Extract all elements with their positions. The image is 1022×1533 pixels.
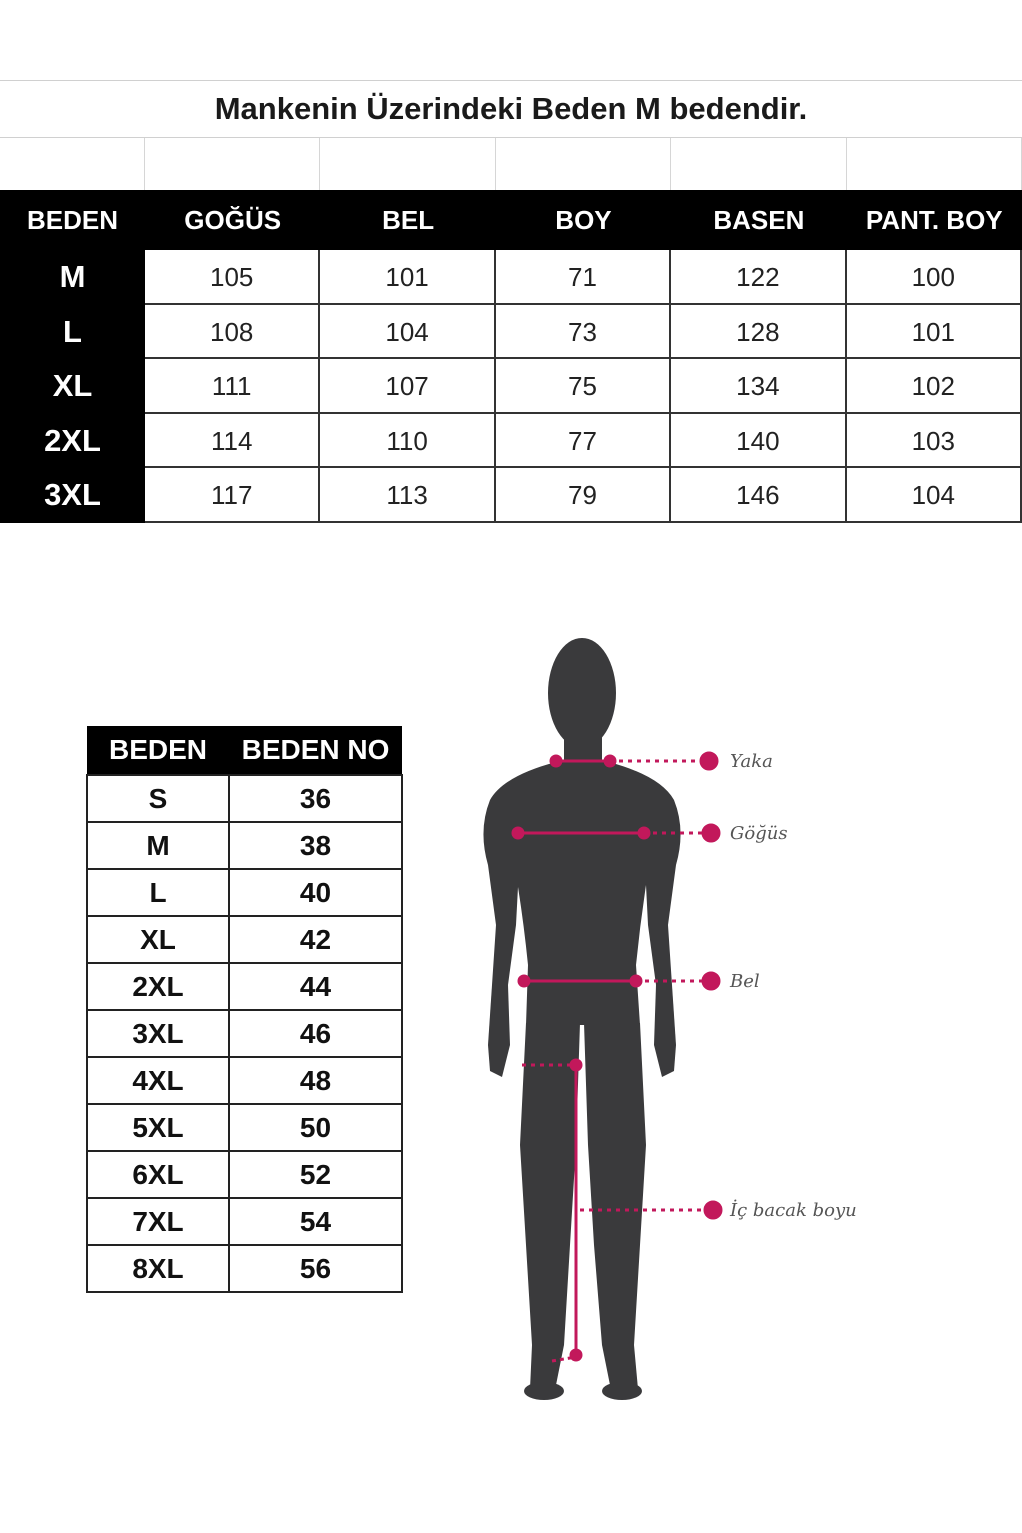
table-cell: 108 [145, 305, 320, 360]
spacer-row [0, 138, 1022, 190]
size-number: 40 [229, 869, 402, 916]
table-cell: 102 [847, 359, 1022, 414]
header-beden-no: BEDEN NO [229, 726, 402, 775]
label-yaka: Yaka [730, 751, 773, 772]
table-cell: 146 [671, 468, 846, 523]
table-row [87, 1245, 402, 1292]
table-cell: 140 [671, 414, 846, 469]
header-pant-boy: PANT. BOY [865, 204, 1003, 235]
measurement-cells [145, 250, 1022, 523]
size-label: 6XL [87, 1151, 229, 1198]
header-beden: BEDEN [87, 726, 229, 775]
header-bel: BEL [382, 204, 435, 235]
size-label: 8XL [87, 1245, 229, 1292]
table-cell: 101 [320, 250, 495, 305]
size-number-table [86, 726, 403, 1293]
size-number: 54 [229, 1198, 402, 1245]
table-row [87, 1198, 402, 1245]
table-cell: 77 [496, 414, 671, 469]
header-beden: BEDEN [26, 204, 118, 235]
size-number: 36 [229, 775, 402, 822]
size-number: 42 [229, 916, 402, 963]
table-cell: 104 [847, 468, 1022, 523]
size-label: 7XL [87, 1198, 229, 1245]
size-label: 2XL [87, 963, 229, 1010]
size-label: L [63, 313, 82, 349]
size-label: 3XL [87, 1010, 229, 1057]
table-row [87, 1104, 402, 1151]
table-cell: 103 [847, 414, 1022, 469]
size-number: 50 [229, 1104, 402, 1151]
table-cell: 122 [671, 250, 846, 305]
table-row [87, 1010, 402, 1057]
size-chart-table [0, 80, 1022, 523]
size-label: 5XL [87, 1104, 229, 1151]
label-bel: Bel [730, 971, 760, 992]
table-row [87, 822, 402, 869]
size-label: 3XL [44, 477, 101, 513]
table-cell: 110 [320, 414, 495, 469]
header-basen: BASEN [713, 204, 805, 235]
table-cell: 71 [496, 250, 671, 305]
table-row [87, 869, 402, 916]
header-boy: BOY [555, 204, 612, 235]
mannequin-silhouette [460, 625, 880, 1425]
size-number: 56 [229, 1245, 402, 1292]
table-cell: 73 [496, 305, 671, 360]
table-row [87, 1057, 402, 1104]
size-number: 52 [229, 1151, 402, 1198]
table-cell: 107 [320, 359, 495, 414]
size-column [0, 250, 145, 523]
size-number: 48 [229, 1057, 402, 1104]
size-number: 38 [229, 822, 402, 869]
table-cell: 134 [671, 359, 846, 414]
table-cell: 79 [496, 468, 671, 523]
table-cell: 114 [145, 414, 320, 469]
size-number: 44 [229, 963, 402, 1010]
body-measurement-figure [460, 625, 880, 1430]
size-label: L [87, 869, 229, 916]
table-cell: 113 [320, 468, 495, 523]
size-label: M [59, 259, 86, 294]
table-header [0, 190, 1022, 250]
table-cell: 128 [671, 305, 846, 360]
table-row [87, 775, 402, 822]
table-row [87, 963, 402, 1010]
table-row [87, 916, 402, 963]
table-cell: 100 [847, 250, 1022, 305]
size-label: XL [87, 916, 229, 963]
table-cell: 101 [847, 305, 1022, 360]
table-cell: 75 [496, 359, 671, 414]
size-number: 46 [229, 1010, 402, 1057]
table-cell: 111 [145, 359, 320, 414]
page-title: Mankenin Üzerindeki Beden M bedendir. [0, 80, 1022, 138]
size-label: S [87, 775, 229, 822]
table-cell: 117 [145, 468, 320, 523]
size-label: 2XL [44, 422, 101, 458]
label-gogus: Göğüs [730, 823, 788, 844]
size-label: XL [52, 368, 93, 404]
table-cell: 104 [320, 305, 495, 360]
label-ic-bacak-boyu: İç bacak boyu [730, 1200, 857, 1221]
size-label: 4XL [87, 1057, 229, 1104]
table-cell: 105 [145, 250, 320, 305]
size-label: M [87, 822, 229, 869]
table-row [87, 1151, 402, 1198]
header-gogus: GOĞÜS [184, 204, 282, 235]
